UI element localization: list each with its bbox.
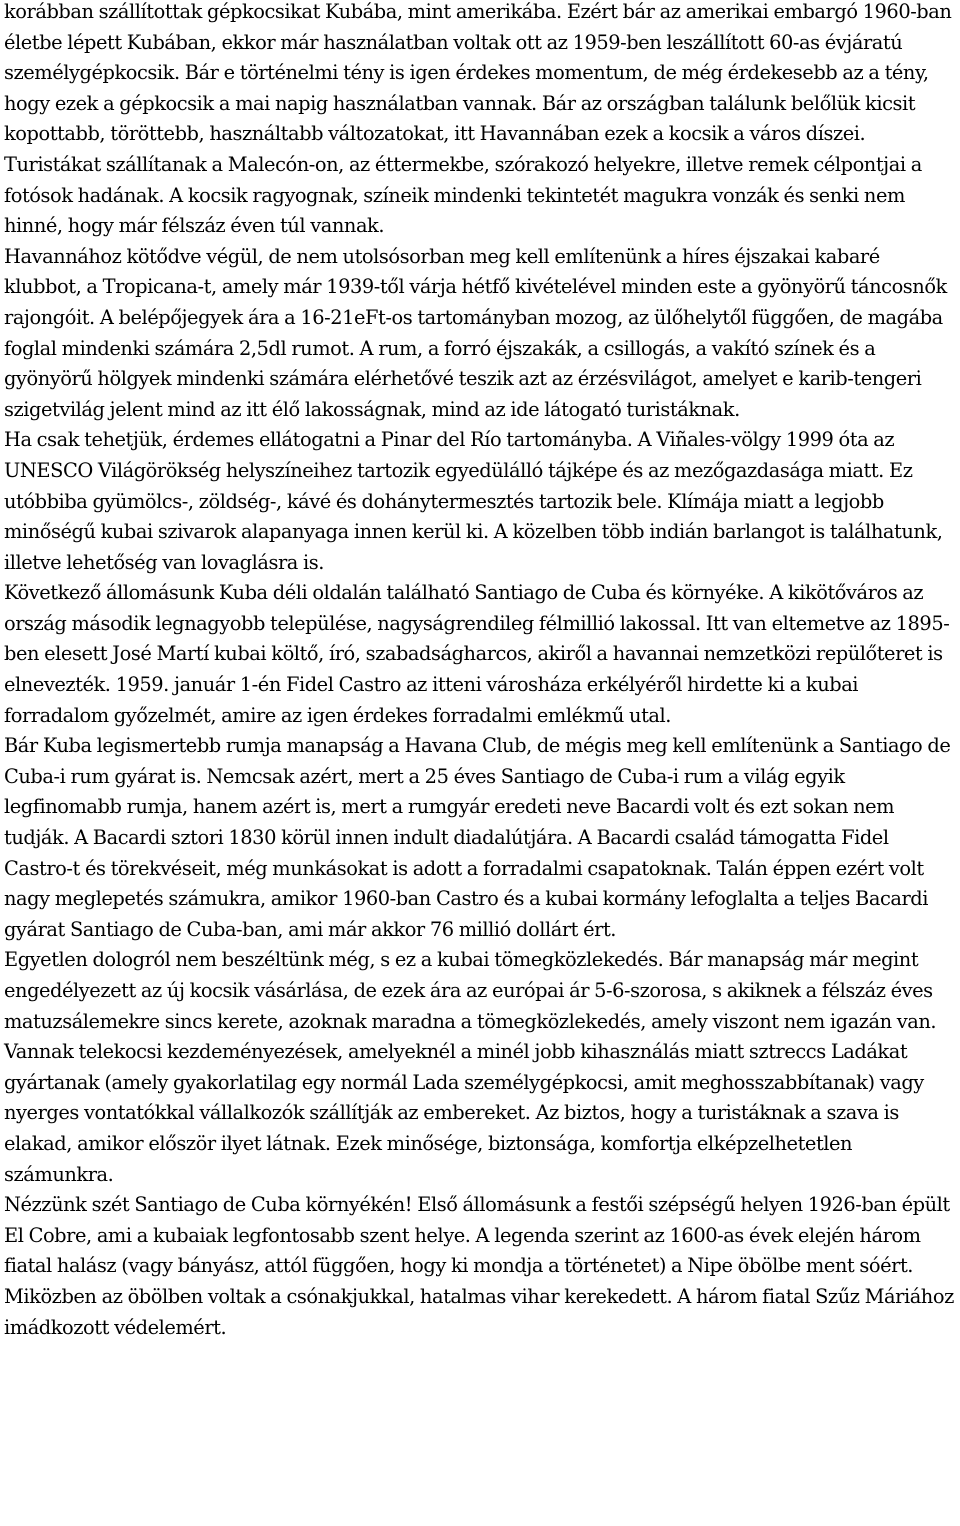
paragraph-tropicana: Havannához kötődve végül, de nem utolsósorban meg kell említenünk a híres éjszakai kabaré klubbot, a Tropicana-t, amely már 1939-től várja hétfő kivételével minden este a gyönyörű táncosnők rajongóit. A belépőjegyek ára a 16-21eFt-os tartományban mozog, az ülőhelytől függően, de magába foglal mindenki számára 2,5dl rumot. A rum, a forró éjszakák, a csillogás, a vakító színek és a gyönyörű hölgyek mindenki számára elérhetővé teszik azt az érzésvilágot, amelyet e karib-tengeri szigetvilág jelent mind az itt élő lakosságnak, mind az ide látogató turistáknak. bbox=[4, 244, 947, 421]
paragraph-pinar-del-rio: Ha csak tehetjük, érdemes ellátogatni a Pinar del Río tartományba. A Viñales-völgy 1999 óta az UNESCO Világörökség helyszíneihez tartozik egyedülálló tájképe és az mezőgazdasága miatt. Ez utóbbiba gyümölcs-, zöldség-, kávé és dohánytermesztés tartozik bele. Klímája miatt a legjobb minőségű kubai szivarok alapanyaga innen kerül ki. A közelben több indián barlangot is találhatunk, illetve lehetőség van lovaglásra is. bbox=[4, 428, 943, 574]
document-body bbox=[4, 0, 957, 1343]
paragraph-santiago-de-cuba: Következő állomásunk Kuba déli oldalán található Santiago de Cuba és környéke. A kikötőváros az ország második legnagyobb települése, nagyságrendileg félmillió lakossal. Itt van eltemetve az 1895-ben elesett José Martí kubai költő, író, szabadságharcos, akiről a havannai nemzetközi repülőteret is elnevezték. 1959. január 1-én Fidel Castro az itteni városháza erkélyéről hirdette ki a kubai forradalom győzelmét, amire az igen érdekes forradalmi emlékmű utal. bbox=[4, 581, 950, 727]
paragraph-el-cobre: Nézzünk szét Santiago de Cuba környékén! Első állomásunk a festői szépségű helyen 1926-ban épült El Cobre, ami a kubaiak legfontosabb szent helye. A legenda szerint az 1600-as évek elején három fiatal halász (vagy bányász, attól függően, hogy ki mondja a történetet) a Nipe öbölbe ment sóért. Miközben az öbölben voltak a csónakjukkal, hatalmas vihar kerekedett. A három fiatal Szűz Máriához imádkozott védelemért. bbox=[4, 1193, 954, 1339]
paragraph-transport: Egyetlen dologról nem beszéltünk még, s ez a kubai tömegközlekedés. Bár manapság már megint engedélyezett az új kocsik vásárlása, de ezek ára az európai ár 5-6-szorosa, s akiknek a félszáz éves matuzsálemekre sincs kerete, azoknak maradna a tömegközlekedés, amely viszont nem igazán van. Vannak telekocsi kezdeményezések, amelyeknél a minél jobb kihasználás miatt sztreccs Ladákat gyártanak (amely gyakorlatilag egy normál Lada személygépkocsi, amit meghosszabbítanak) vagy nyerges vontatókkal vállalkozók szállítják az embereket. Az biztos, hogy a turistáknak a szava is elakad, amikor először ilyet látnak. Ezek minősége, biztonsága, komfortja elképzelhetetlen számunkra. bbox=[4, 948, 937, 1186]
paragraph-bacardi: Bár Kuba legismertebb rumja manapság a Havana Club, de mégis meg kell említenünk a Santiago de Cuba-i rum gyárat is. Nemcsak azért, mert a 25 éves Santiago de Cuba-i rum a világ egyik legfinomabb rumja, hanem azért is, mert a rumgyár eredeti neve Bacardi volt és ezt sokan nem tudják. A Bacardi sztori 1830 körül innen indult diadalútjára. A Bacardi család támogatta Fidel Castro-t és törekvéseit, még munkásokat is adott a forradalmi csapatoknak. Talán éppen ezért volt nagy meglepetés számukra, amikor 1960-ban Castro és a kubai kormány lefoglalta a teljes Bacardi gyárat Santiago de Cuba-ban, ami már akkor 76 millió dollárt ért. bbox=[4, 734, 951, 941]
paragraph-cars: korábban szállítottak gépkocsikat Kubába, mint amerikába. Ezért bár az amerikai embargó 1960-ban életbe lépett Kubában, ekkor már használatban voltak ott az 1959-ben leszállított 60-as évjáratú személygépkocsik. Bár e történelmi tény is igen érdekes momentum, de még érdekesebb az a tény, hogy ezek a gépkocsik a mai napig használatban vannak. Bár az országban találunk belőlük kicsit kopottabb, töröttebb, használtabb változatokat, itt Havannában ezek a kocsik a város díszei. Turistákat szállítanak a Malecón-on, az éttermekbe, szórakozó helyekre, illetve remek célpontjai a fotósok hadának. A kocsik ragyognak, színeik mindenki tekintetét magukra vonzák és senki nem hinné, hogy már félszáz éven túl vannak. bbox=[4, 0, 952, 238]
